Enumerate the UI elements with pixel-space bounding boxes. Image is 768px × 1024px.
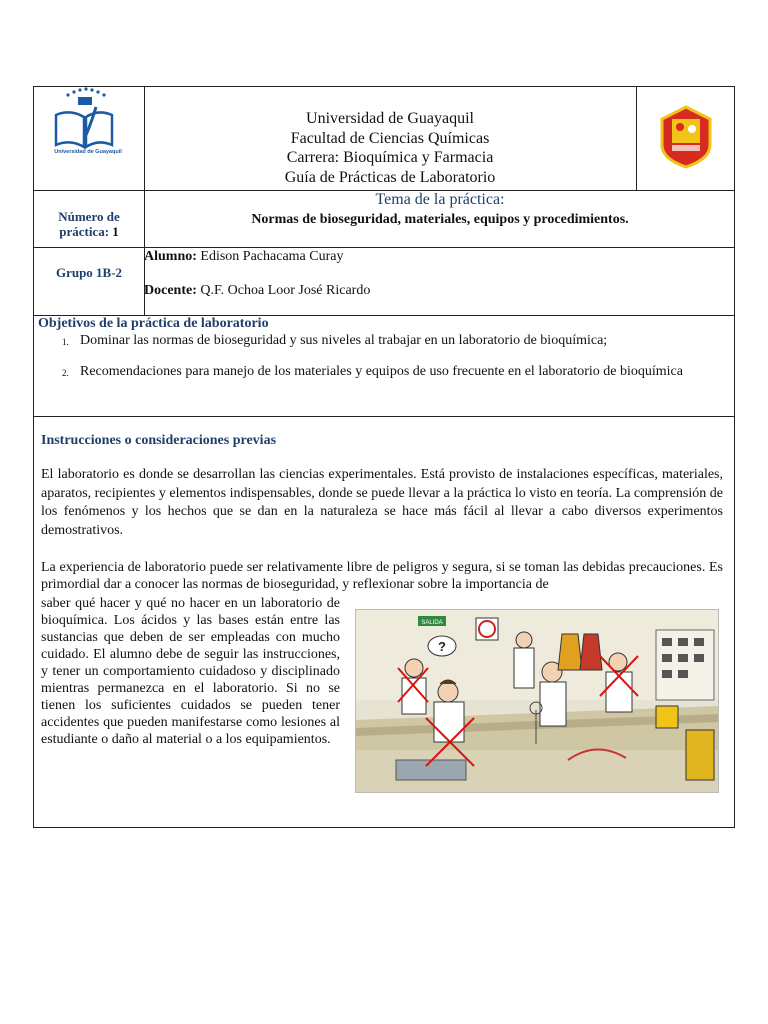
question-mark: ? <box>438 639 446 654</box>
header-line: Universidad de Guayaquil <box>306 110 474 127</box>
practice-number-value: 1 <box>112 224 119 239</box>
faculty-shield-logo <box>658 105 714 169</box>
student-line <box>144 249 343 265</box>
header-line: Guía de Prácticas de Laboratorio <box>284 168 496 186</box>
university-logo <box>46 87 130 159</box>
lab-illustration <box>355 609 719 793</box>
topic-title: Normas de bioseguridad, materiales, equipos y procedimientos. <box>251 212 629 227</box>
row-divider <box>34 416 734 417</box>
objective-number: 1. <box>62 337 69 347</box>
paragraph-text: saber qué hacer y qué no hacer en un laboratorio de bioquímica. Los ácidos y las bases están entre las sustancias que deben de ser empleadas con mucho cuidado. El alumno debe de seguir las instrucciones, y tener un comportamiento cuidadoso y disciplinado mientras permanezca en el laboratorio. Si no se tienen los suficientes cuidados se pueden tener accidentes que pueden manifestarse como lesiones al estudiante o daño al material o a los equipamientos. <box>41 596 340 747</box>
institution-header <box>144 109 636 187</box>
exit-sign: SALIDA <box>421 620 443 626</box>
paragraph-text: La experiencia de laboratorio puede ser relativamente libre de peligros y segura, si se toman las debidas precauciones. Es primordial dar a conocer las normas de bioseguridad, y reflexionar sobre la importancia de <box>41 560 723 592</box>
practice-number <box>34 209 144 239</box>
objective-text: Dominar las normas de bioseguridad y sus niveles al trabajar en un laboratorio de bioquímica; <box>80 333 608 348</box>
objectives-title: Objetivos de la práctica de laboratorio <box>38 316 269 331</box>
paragraph-text: El laboratorio es donde se desarrollan las ciencias experimentales. Está provisto de instalaciones específicas, materiales, aparatos, recipientes y elementos indispensables, donde se puede llevar a la práctica lo visto en teoría. La comprensión de los fenómenos y los hechos que se dan en la naturaleza se hace más fácil al llevar a cabo diversos experimentos demostrativos. <box>41 467 723 538</box>
teacher-line <box>144 283 370 299</box>
row-divider <box>34 247 734 248</box>
student-name: Edison Pachacama Curay <box>200 249 344 264</box>
instructions-paragraph-2 <box>41 559 723 593</box>
student-label: Alumno: <box>144 249 197 264</box>
practice-number-label: Número de práctica: <box>58 209 120 239</box>
logo-caption: Universidad de Guayaquil <box>54 149 122 155</box>
objective-text: Recomendaciones para manejo de los materiales y equipos de uso frecuente en el laboratorio de bioquímica <box>80 364 683 379</box>
objective-number: 2. <box>62 368 69 378</box>
column-divider <box>636 87 637 190</box>
teacher-name: Q.F. Ochoa Loor José Ricardo <box>200 283 371 298</box>
lab-guide-sheet <box>33 86 735 828</box>
topic-label: Tema de la práctica: <box>375 191 505 208</box>
instructions-title: Instrucciones o consideraciones previas <box>41 433 277 448</box>
header-line: Carrera: Bioquímica y Farmacia <box>286 149 494 166</box>
header-line: Facultad de Ciencias Químicas <box>290 129 490 147</box>
instructions-paragraph-2-wrap <box>41 595 340 748</box>
instructions-paragraph-1 <box>41 466 723 540</box>
group-label: Grupo 1B-2 <box>55 265 123 280</box>
teacher-label: Docente: <box>144 283 197 298</box>
